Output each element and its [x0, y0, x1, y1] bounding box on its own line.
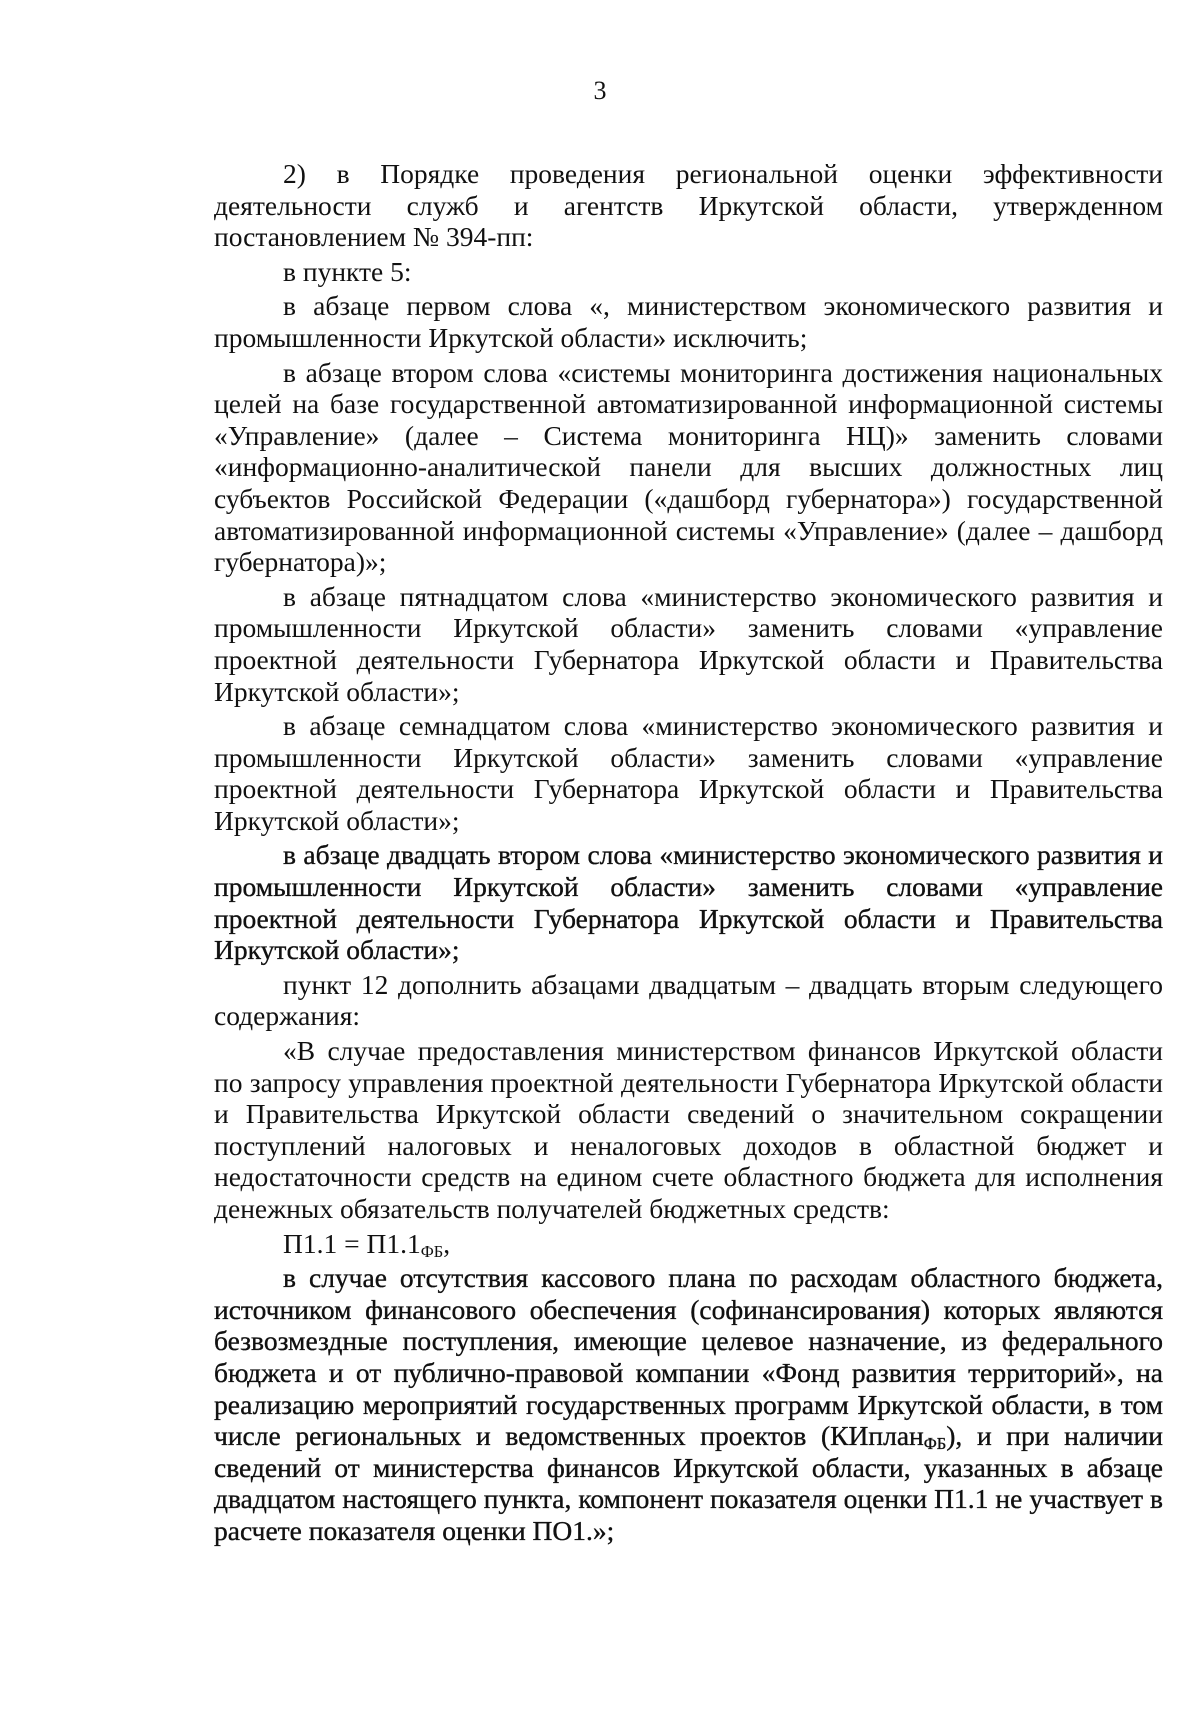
paragraph-text: ), и при наличии сведений от министерства финансов Иркутской области, указанных в абзаце двадцатом настоящего пункта, компонент показателя оценки П1.1 не участвует в расчете показателя оценки ПО1.»;	[214, 1420, 1163, 1546]
formula-text: П1.1 = П1.1	[283, 1227, 421, 1259]
formula-subscript: ФБ	[420, 1241, 444, 1261]
paragraph: в пункте 5:	[283, 255, 412, 287]
paragraph: пункт 12 дополнить абзацами двадцатым – двадцать вторым следующего содержания:	[214, 968, 1163, 1032]
paragraph: в абзаце семнадцатом слова «министерство экономического развития и промышленности Иркутской области» заменить словами «управление проектной деятельности Губернатора Иркутской области и Правительства Иркутской области»;	[214, 710, 1163, 836]
paragraph: в абзаце первом слова «, министерством экономического развития и промышленности Иркутской области» исключить;	[214, 290, 1163, 353]
paragraph-text: в случае отсутствия кассового плана по расходам областного бюджета, источником финансового обеспечения (софинансирования) которых являются безвозмездные поступления, имеющие целевое назначение, из федерального бюджета и от публично-правовой компании «Фонд развития территорий», на реализацию мероприятий государственных программ Иркутской области, в том числе региональных и ведомственных проектов (КИплан	[214, 1262, 1163, 1452]
paragraph: в абзаце пятнадцатом слова «министерство экономического развития и промышленности Иркутской области» заменить словами «управление проектной деятельности Губернатора Иркутской области и Правительства Иркутской области»;	[214, 580, 1163, 707]
formula-line	[214, 1228, 1163, 1260]
formula-tail: ,	[443, 1227, 451, 1259]
paragraph: в абзаце втором слова «системы мониторинга достижения национальных целей на базе государственной автоматизированной информационной системы «Управление» (далее – Система мониторинга НЦ)» заменить словами «информационно-аналитической панели для высших должностных лиц субъектов Российской Федерации («дашборд губернатора») государственной автоматизированной информационной системы «Управление» (далее – дашборд губернатора)»;	[214, 356, 1163, 578]
paragraph	[214, 1262, 1163, 1546]
page-number: 3	[593, 76, 607, 105]
paragraph: «В случае предоставления министерством финансов Иркутской области по запросу управления проектной деятельности Губернатора Иркутской области и Правительства Иркутской области сведений о значительном сокращении поступлений налоговых и неналоговых доходов в областной бюджет и недостаточности средств на едином счете областного бюджета для исполнения денежных обязательств получателей бюджетных средств:	[214, 1035, 1163, 1224]
document-body	[214, 158, 1163, 1547]
paragraph: в абзаце двадцать втором слова «министерство экономического развития и промышленности Иркутской области» заменить словами «управление проектной деятельности Губернатора Иркутской области и Правительства Иркутской области»;	[214, 839, 1163, 966]
subscript: ФБ	[923, 1434, 947, 1454]
paragraph: 2) в Порядке проведения региональной оценки эффективности деятельности служб и агентств Иркутской области, утвержденном постановлением № 394-пп:	[214, 158, 1163, 253]
